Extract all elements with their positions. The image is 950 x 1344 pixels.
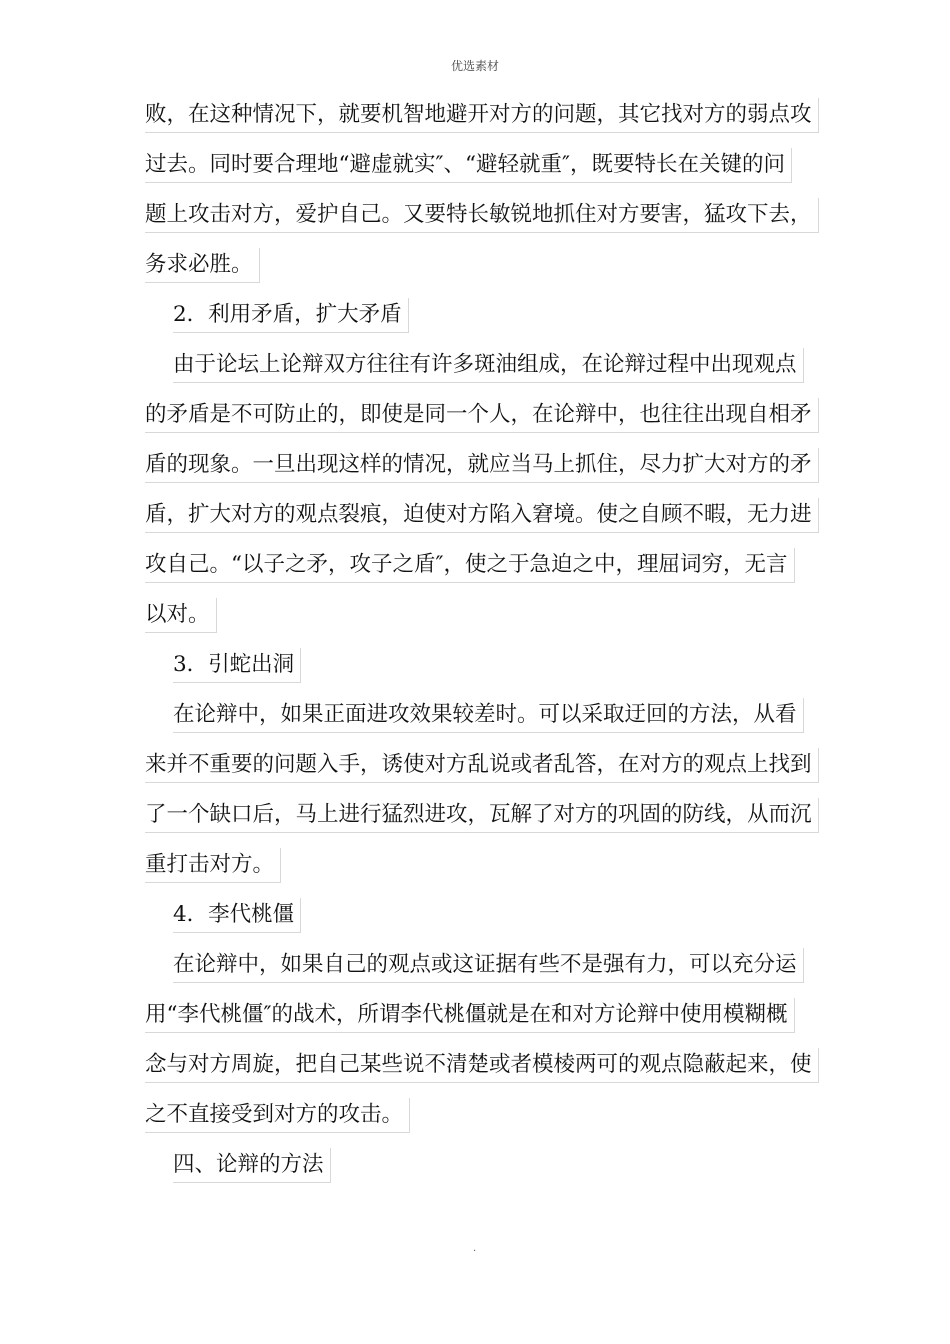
text-line-content: 的矛盾是不可防止的，即使是同一个人，在论辩中，也往往出现自相矛	[145, 398, 819, 433]
text-line-content: 之不直接受到对方的攻击。	[145, 1098, 410, 1133]
text-line-content: 3．引蛇出洞	[173, 648, 301, 683]
text-line	[145, 648, 825, 698]
text-line	[145, 148, 825, 198]
text-line	[145, 248, 825, 298]
text-line	[145, 548, 825, 598]
text-line-content: 在论辩中，如果自己的观点或这证据有些不是强有力，可以充分运	[173, 948, 804, 983]
text-line	[145, 298, 825, 348]
text-line	[145, 1148, 825, 1198]
text-line-content: 题上攻击对方，爱护自己。又要特长敏锐地抓住对方要害，猛攻下去，	[145, 198, 819, 233]
text-line-content: 盾，扩大对方的观点裂痕，迫使对方陷入窘境。使之自顾不暇，无力进	[145, 498, 819, 533]
text-line-content: 由于论坛上论辩双方往往有许多斑油组成，在论辩过程中出现观点	[173, 348, 804, 383]
text-line	[145, 448, 825, 498]
text-line-content: 重打击对方。	[145, 848, 281, 883]
text-line-content: 在论辩中，如果正面进攻效果较差时。可以采取迂回的方法，从看	[173, 698, 804, 733]
text-line-content: 务求必胜。	[145, 248, 260, 283]
document-body	[145, 98, 825, 1198]
text-line-content: 念与对方周旋，把自己某些说不清楚或者模棱两可的观点隐蔽起来，使	[145, 1048, 819, 1083]
text-line	[145, 348, 825, 398]
text-line	[145, 98, 825, 148]
page-header: 优选素材	[450, 59, 499, 73]
text-line	[145, 748, 825, 798]
text-line	[145, 1098, 825, 1148]
text-line	[145, 798, 825, 848]
text-line-content: 4．李代桃僵	[173, 898, 301, 933]
text-line	[145, 1048, 825, 1098]
text-line-content: 过去。同时要合理地“避虚就实″、“避轻就重″，既要特长在关键的问	[145, 148, 792, 183]
text-line-content: 以对。	[145, 598, 217, 633]
text-line-content: 了一个缺口后，马上进行猛烈进攻，瓦解了对方的巩固的防线，从而沉	[145, 798, 819, 833]
text-line	[145, 848, 825, 898]
text-line	[145, 398, 825, 448]
text-line	[145, 698, 825, 748]
text-line-content: 四、论辩的方法	[173, 1148, 331, 1183]
text-line-content: 来并不重要的问题入手，诱使对方乱说或者乱答，在对方的观点上找到	[145, 748, 819, 783]
text-line-content: 盾的现象。一旦出现这样的情况，就应当马上抓住，尽力扩大对方的矛	[145, 448, 819, 483]
page-footer-mark: .	[473, 1243, 477, 1254]
text-line	[145, 898, 825, 948]
text-line	[145, 198, 825, 248]
text-line-content: 用“李代桃僵″的战术，所谓李代桃僵就是在和对方论辩中使用模糊概	[145, 998, 795, 1033]
text-line-content: 败，在这种情况下，就要机智地避开对方的问题，其它找对方的弱点攻	[145, 98, 819, 133]
text-line	[145, 998, 825, 1048]
text-line-content: 2．利用矛盾，扩大矛盾	[173, 298, 409, 333]
text-line	[145, 948, 825, 998]
text-line-content: 攻自己。“以子之矛，攻子之盾″，使之于急迫之中，理屈词穷，无言	[145, 548, 795, 583]
text-line	[145, 498, 825, 548]
text-line	[145, 598, 825, 648]
